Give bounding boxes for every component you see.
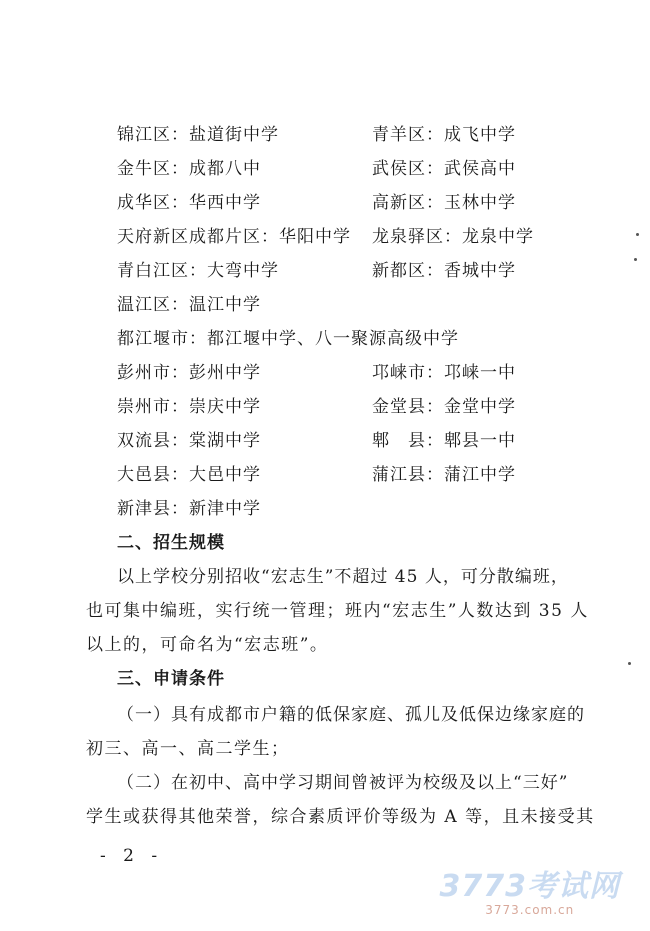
section-2-line-2: 也可集中编班，实行统一管理；班内“宏志生”人数达到 35 人 <box>86 601 589 621</box>
school-row-1-left: 锦江区：盐道街中学 <box>117 125 279 145</box>
scan-speck <box>634 258 637 261</box>
section-3-heading: 三、申请条件 <box>117 669 225 689</box>
school-row-9-left: 崇州市：崇庆中学 <box>117 397 261 417</box>
watermark-sub-text: 3773.com.cn <box>485 903 575 917</box>
section-3-line-2: 初三、高一、高二学生； <box>86 739 290 759</box>
school-row-6-left: 温江区：温江中学 <box>117 295 261 315</box>
school-row-7-left: 都江堰市：都江堰中学、八一聚源高级中学 <box>117 329 459 349</box>
school-row-9-right: 金堂县：金堂中学 <box>372 397 516 417</box>
school-row-11-left: 大邑县：大邑中学 <box>117 465 261 485</box>
school-row-5-left: 青白江区：大弯中学 <box>117 261 279 281</box>
school-row-8-left: 彭州市：彭州中学 <box>117 363 261 383</box>
school-row-11-right: 蒲江县：蒲江中学 <box>372 465 516 485</box>
school-row-8-right: 邛崃市：邛崃一中 <box>372 363 516 383</box>
section-3-line-4: 学生或获得其他荣誉，综合素质评价等级为 A 等，且未接受其 <box>86 807 595 827</box>
scan-speck <box>628 662 631 665</box>
school-row-3-left: 成华区：华西中学 <box>117 193 261 213</box>
school-row-4-right: 龙泉驿区：龙泉中学 <box>372 227 534 247</box>
section-3-line-3: （二）在初中、高中学习期间曾被评为校级及以上“三好” <box>117 773 569 793</box>
section-2-heading: 二、招生规模 <box>117 533 225 553</box>
school-row-2-right: 武侯区：武侯高中 <box>372 159 516 179</box>
section-2-line-3: 以上的，可命名为“宏志班”。 <box>86 635 329 655</box>
school-row-4-left: 天府新区成都片区：华阳中学 <box>117 227 351 247</box>
school-row-1-right: 青羊区：成飞中学 <box>372 125 516 145</box>
school-row-3-right: 高新区：玉林中学 <box>372 193 516 213</box>
school-row-2-left: 金牛区：成都八中 <box>117 159 261 179</box>
school-row-10-left: 双流县：棠湖中学 <box>117 431 261 451</box>
scan-speck <box>636 233 639 236</box>
section-3-line-1: （一）具有成都市户籍的低保家庭、孤儿及低保边缘家庭的 <box>117 705 585 725</box>
school-row-12-left: 新津县：新津中学 <box>117 499 261 519</box>
page-number: - 2 - <box>100 846 164 866</box>
section-2-line-1: 以上学校分别招收“宏志生”不超过 45 人，可分散编班， <box>117 567 569 587</box>
watermark-main-text: 3773考试网 <box>439 869 620 904</box>
watermark-logo <box>440 871 621 917</box>
school-row-10-right: 郫 县：郫县一中 <box>372 431 516 451</box>
school-row-5-right: 新都区：香城中学 <box>372 261 516 281</box>
